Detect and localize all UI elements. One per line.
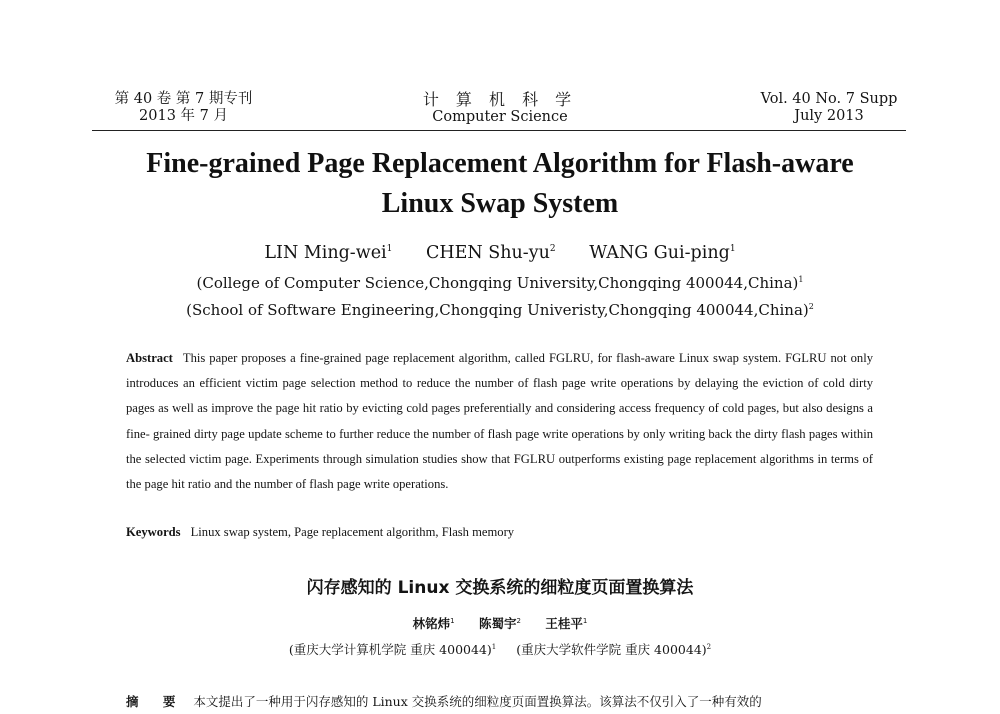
abstract-en xyxy=(126,346,873,497)
header-journal-en: Computer Science xyxy=(432,109,568,125)
paper-title-line1: Fine-grained Page Replacement Algorithm for Flash-aware xyxy=(146,148,854,179)
affiliation-cn-2: (重庆大学软件学院 重庆 400044)$^2$ xyxy=(516,642,712,657)
paper-title-line2: Linux Swap System xyxy=(381,188,619,219)
paper-title xyxy=(60,144,940,224)
author-cn: 王桂平$^1$ xyxy=(545,616,588,631)
affiliation: (College of Computer Science,Chongqing University,Chongqing 400044,China)$^1$ xyxy=(196,274,804,292)
author: CHEN Shu-$yu^2$ xyxy=(425,243,556,263)
header-issue-cn xyxy=(96,91,271,125)
author-cn: 林铭炜$^1$ xyxy=(412,616,455,631)
affiliation: (School of Software Engineering,Chongqing Univeristy,Chongqing 400044,China)$^2$ xyxy=(186,301,814,319)
author-list xyxy=(0,236,1000,266)
author: WANG Gui-ping$^1$ xyxy=(589,243,736,263)
author-list-cn xyxy=(0,612,1000,633)
header-journal-cn: 计 算 机 科 学 xyxy=(422,90,578,109)
journal-header xyxy=(96,91,904,129)
abstract-cn xyxy=(126,692,886,712)
author-cn: 陈蜀宇$^2$ xyxy=(479,616,521,631)
author: LIN Ming-wei$^1$ xyxy=(264,243,393,263)
abstract-label: Abstract xyxy=(126,351,173,365)
header-journal-name xyxy=(390,91,610,126)
header-volume-en: Vol. 40 No. 7 Supp xyxy=(760,91,898,107)
abstract-cn-label: 摘 要 xyxy=(126,694,186,709)
header-date-en: July 2013 xyxy=(794,108,864,124)
keywords-text: Linux swap system, Page replacement algorithm, Flash memory xyxy=(190,525,515,539)
header-volume-cn: 第 40 卷 第 7 期专刊 xyxy=(114,91,253,107)
affiliation-cn-1: (重庆大学计算机学院 重庆 400044)$^1$ xyxy=(288,642,497,657)
affiliation-cn xyxy=(0,638,1000,659)
header-date-cn: 2013 年 7 月 xyxy=(139,108,228,124)
keywords-label: Keywords xyxy=(126,525,181,539)
abstract-cn-text: 本文提出了一种用于闪存感知的 Linux 交换系统的细粒度页面置换算法。该算法不仅引入了一种有效的 xyxy=(193,694,762,709)
keywords-en xyxy=(126,521,873,543)
paper-title-cn: 闪存感知的 Linux 交换系统的细粒度页面置换算法 xyxy=(306,578,694,598)
abstract-text: This paper proposes a fine-grained page replacement algorithm, called FGLRU, for flash-aware Linux swap system. FGLRU not only introduces an efficient victim page selection method to reduce the number of flash page write operations by delaying the eviction of cold dirty pages as well as improve the page hit ratio by evicting cold pages preferentially and considering access frequency of cold pages, but also designs a fine- grained dirty page update scheme to further reduce the number of flash page write operations by only writing back the dirty flash pages within the selected victim page. Experiments through simulation studies show that FGLRU outperforms existing page replacement algorithms in terms of the page hit ratio and the number of flash page write operations. xyxy=(126,351,873,492)
header-issue-en xyxy=(754,91,904,125)
header-rule xyxy=(92,130,906,131)
